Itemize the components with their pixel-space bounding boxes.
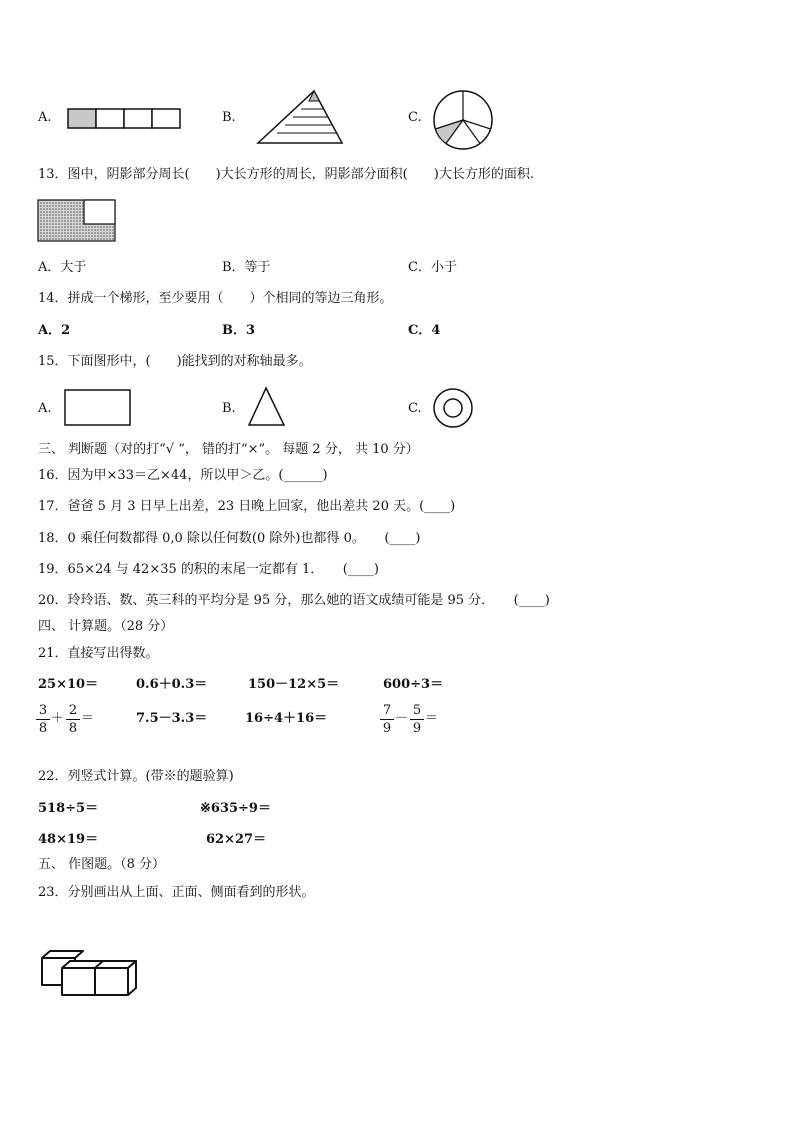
- q23-text: 23．分别画出从上面、正面、侧面看到的形状。: [38, 885, 315, 900]
- fraction-numerator: 3: [38, 703, 48, 718]
- q15-option-b-label: B.: [222, 401, 236, 416]
- triangle-shape-figure: [247, 386, 287, 428]
- q14-option-a: A．2: [38, 323, 71, 338]
- concentric-circles-figure: [432, 387, 474, 429]
- pie-circle-figure: [432, 89, 494, 151]
- fraction-denominator: 8: [38, 721, 48, 736]
- q13-option-c: C．小于: [408, 260, 457, 275]
- q21-row1-item2: 0.6＋0.3＝: [136, 677, 208, 692]
- q12-option-a-label: A.: [38, 110, 52, 125]
- rectangle-shape-figure: [63, 388, 133, 428]
- q21-row1-item4: 600÷3＝: [383, 677, 444, 692]
- q15-option-c-label: C.: [408, 401, 422, 416]
- q21-row2-item2: 7.5－3.3＝: [136, 711, 208, 726]
- fraction-3-8: [36, 703, 50, 736]
- q12-option-b-label: B.: [222, 110, 236, 125]
- q18-text: 18．0 乘任何数都得 0,0 除以任何数(0 除外)也都得 0。 (____): [38, 531, 421, 546]
- q21-row1-item1: 25×10＝: [38, 677, 99, 692]
- fraction-numerator: 7: [382, 703, 392, 718]
- q21-row2-item3: 16÷4＋16＝: [245, 711, 328, 726]
- fraction-7-9: [380, 703, 394, 736]
- equals-sign: ＝: [81, 711, 95, 726]
- q12-option-c-label: C.: [408, 110, 422, 125]
- q13-option-b: B．等于: [222, 260, 271, 275]
- fraction-denominator: 9: [382, 721, 392, 736]
- fraction-numerator: 5: [412, 703, 422, 718]
- q14-option-c: C．4: [408, 323, 441, 338]
- segmented-bar-figure: [66, 107, 184, 131]
- minus-operator: －: [395, 711, 409, 726]
- fraction-denominator: 9: [412, 721, 422, 736]
- shaded-rectangle-figure: [37, 199, 117, 243]
- q22-item1: 518÷5＝: [38, 801, 99, 816]
- q15-text: 15．下面图形中，( )能找到的对称轴最多。: [38, 354, 312, 369]
- q13-text: 13．图中，阴影部分周长( )大长方形的周长，阴影部分面积( )大长方形的面积.: [38, 167, 534, 182]
- q20-text: 20．玲玲语、数、英三科的平均分是 95 分，那么她的语文成绩可能是 95 分． (____): [38, 593, 550, 608]
- q19-text: 19．65×24 与 42×35 的积的末尾一定都有 1． (____): [38, 562, 379, 577]
- q14-option-b: B．3: [222, 323, 256, 338]
- q15-option-a-label: A.: [38, 401, 52, 416]
- fraction-2-8: [66, 703, 80, 736]
- q22-item4: 62×27＝: [206, 832, 267, 847]
- plus-operator: ＋: [51, 711, 65, 726]
- equals-sign: ＝: [425, 711, 439, 726]
- section-3-heading: 三、 判断题（对的打“√ ”， 错的打“×”。 每题 2 分， 共 10 分）: [38, 442, 419, 457]
- q13-option-a: A．大于: [38, 260, 87, 275]
- q21-title: 21．直接写出得数。: [38, 646, 159, 661]
- fraction-numerator: 2: [68, 703, 78, 718]
- fraction-5-9: [410, 703, 424, 736]
- q17-text: 17．爸爸 5 月 3 日早上出差，23 日晚上回家，他出差共 20 天。(____): [38, 499, 456, 514]
- section-4-heading: 四、 计算题。（28 分）: [38, 619, 174, 634]
- q21-row1-item3: 150－12×5＝: [248, 677, 340, 692]
- q16-text: 16．因为甲×33＝乙×44，所以甲＞乙。(______): [38, 468, 328, 483]
- fraction-denominator: 8: [68, 721, 78, 736]
- q14-text: 14．拼成一个梯形，至少要用（ ）个相同的等边三角形。: [38, 291, 393, 306]
- section-5-heading: 五、 作图题。（8 分）: [38, 857, 166, 872]
- q22-item2: ※635÷9＝: [200, 801, 271, 816]
- q22-title: 22．列竖式计算。(带※的题验算): [38, 769, 234, 784]
- q22-item3: 48×19＝: [38, 832, 99, 847]
- striped-triangle-figure: [256, 88, 344, 146]
- cube-assembly-figure: [38, 948, 146, 1000]
